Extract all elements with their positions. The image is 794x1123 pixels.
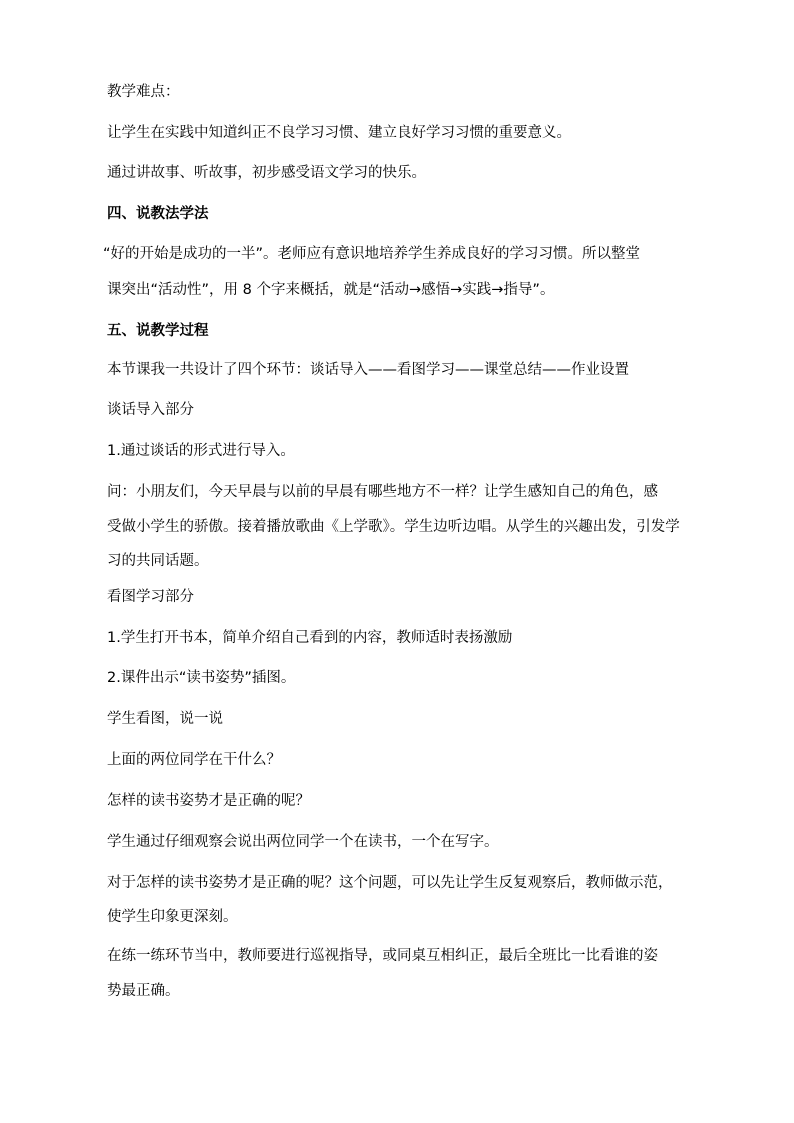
text-line: 在练一练环节当中，教师要进行巡视指导，或同桌互相纠正，最后全班比一比看谁的姿 — [107, 948, 658, 964]
text-line: 受做小学生的骄傲。接着播放歌曲《上学歌》。学生边听边唱。从学生的兴趣出发，引发学 — [107, 519, 680, 535]
text-line: 看图学习部分 — [107, 589, 194, 605]
text-line: 上面的两位同学在干什么？ — [107, 752, 281, 768]
text-line: 课突出“活动性”，用 8 个字来概括，就是“活动→感悟→实践→指导”。 — [107, 282, 555, 298]
text-line: 本节课我一共设计了四个环节：谈话导入——看图学习——课堂总结——作业设置 — [107, 362, 629, 378]
text-line: 通过讲故事、听故事，初步感受语文学习的快乐。 — [107, 165, 426, 181]
text-line: 问：小朋友们，今天早晨与以前的早晨有哪些地方不一样？让学生感知自己的角色，感 — [107, 484, 658, 500]
text-line: 1.通过谈话的形式进行导入。 — [107, 443, 295, 459]
text-line: 学生看图，说一说 — [107, 711, 223, 727]
text-line: 怎样的读书姿势才是正确的呢？ — [107, 793, 310, 809]
text-line: 学生通过仔细观察会说出两位同学一个在读书，一个在写字。 — [107, 834, 499, 850]
text-line: 让学生在实践中知道纠正不良学习习惯、建立良好学习习惯的重要意义。 — [107, 125, 571, 141]
section-heading: 五、说教学过程 — [107, 323, 209, 339]
text-line: 习的共同话题。 — [107, 553, 209, 569]
text-line: 1.学生打开书本，简单介绍自己看到的内容，教师适时表扬激励 — [107, 630, 513, 646]
text-line: “好的开始是成功的一半”。老师应有意识地培养学生养成良好的学习习惯。所以整堂 — [103, 246, 641, 262]
text-line: 势最正确。 — [107, 983, 180, 999]
section-heading: 四、说教法学法 — [107, 206, 209, 222]
text-line: 谈话导入部分 — [107, 402, 194, 418]
text-line: 对于怎样的读书姿势才是正确的呢？这个问题，可以先让学生反复观察后，教师做示范， — [107, 875, 673, 891]
text-line: 使学生印象更深刻。 — [107, 909, 238, 925]
text-line: 教学难点： — [107, 84, 180, 100]
text-line: 2.课件出示“读书姿势”插图。 — [107, 670, 296, 686]
